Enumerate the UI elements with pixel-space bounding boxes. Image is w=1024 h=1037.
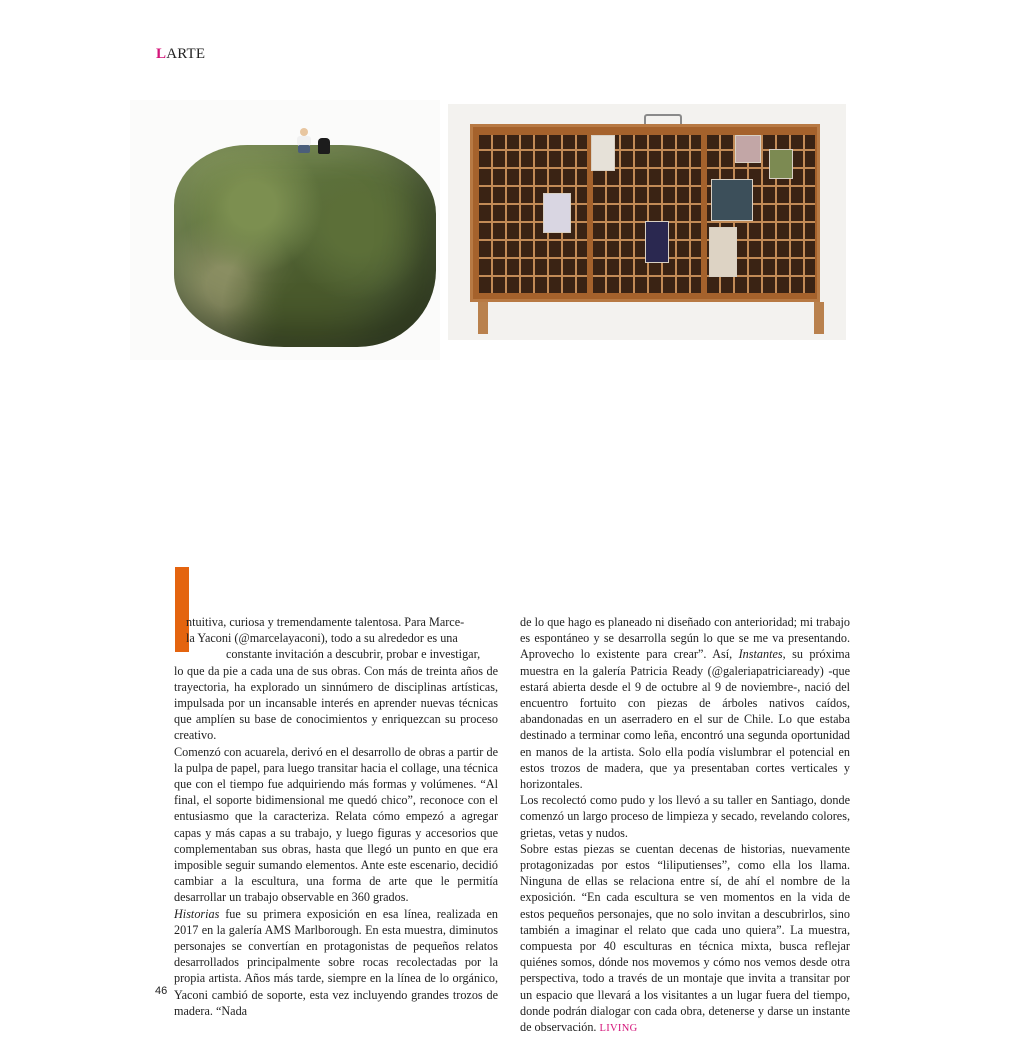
case-frame [470, 124, 820, 302]
article-paragraph-text: de lo que hago es planeado ni diseñado con anterioridad; mi trabajo es espontáneo y se desarrolla según lo que se me va presentando. Aprovecho lo existente para crear”. Así, [520, 615, 850, 662]
article-paragraph-text: Sobre estas piezas se cuentan decenas de historias, nuevamente protagonizadas por estos “liliputienses”, como ella los llama. Ninguna de ellas se relaciona entre sí, de ahí el nombre de la exposición. “En cada escultura se ven momentos en la vida de estos pequeños personajes, que no solo invitan a descubrirlos, sino también a imaginar el relato que cada uno quiera”. La muestra, compuesta por 40 esculturas en técnica mixta, busca reflejar quiénes somos, dónde nos movemos y cómo nos vemos desde otra perspectiva, todo a través de un montaje que invita a transitar por un espacio que llevará a los visitantes a un lugar fuera del tiempo, donde podrán dialogar con cada obra, detenerse y darse un instante de observación. [520, 841, 850, 1035]
article-paragraph: lo que da pie a cada una de sus obras. Con más de treinta años de trayectoria, ha explorado un sinnúmero de disciplinas artísticas, impulsada por un incansable interés en aprender nuevas técnicas que amplíen su base de conocimientos y enriquezcan su proceso creativo. [174, 663, 498, 743]
case-leg-right [814, 302, 824, 334]
rock-shape [174, 145, 436, 347]
exhibition-title-historias: Historias [174, 906, 220, 921]
case-mini-picture [591, 135, 615, 171]
section-initial: L [156, 46, 167, 62]
miniature-dog-figure [318, 138, 330, 154]
article-paragraph [520, 841, 850, 1037]
rock-sculpture-photo [130, 100, 440, 360]
article-paragraph [520, 614, 850, 792]
article-lead-line: constante invitación a descubrir, probar e investigar, [226, 647, 481, 662]
case-mini-picture [645, 221, 669, 263]
case-mini-picture [769, 149, 793, 179]
article-lead-line: la Yaconi (@marcelayaconi), todo a su alrededor es una [186, 631, 458, 646]
miniature-man-figure [295, 128, 313, 154]
case-mini-picture [543, 193, 571, 233]
type-case-sculpture-photo [448, 104, 846, 340]
page-number: 46 [155, 985, 168, 997]
living-signoff: LIVING [599, 1023, 638, 1035]
article-paragraph-text: , su próxima muestra en la galería Patricia Ready (@galeriapatriciaready) -que estará abierta desde el 9 de octubre al 9 de noviembre-, nació del encuentro fortuito con piezas de árboles nativos caídos, abandonadas en un aserradero en el sur de Chile. Lo que estaba destinado a terminar como leña, encontró una segunda oportunidad en manos de la artista. Solo ella podía vislumbrar el potencial en estos trozos de madera, que ya presentaban cortes verticales y horizontales. [520, 647, 851, 792]
case-mini-picture [735, 135, 761, 163]
exhibition-title-instantes: Instantes [738, 647, 783, 662]
section-tag [156, 46, 205, 63]
case-mini-picture [711, 179, 753, 221]
article-paragraph: Comenzó con acuarela, derivó en el desarrollo de obras a partir de la pulpa de papel, para luego transitar hacia el collage, una técnica que con el tiempo fue adquiriendo más formas y volúmenes. “Al final, el soporte bidimensional me quedó chico”, reconoce con el entusiasmo que la caracteriza. Relata cómo empezó a agregar capas y más capas a su trabajo, y luego figuras y accesorios que complementaban sus obras, hasta que llegó un punto en que era imposible seguir sumando elementos. Ante este escenario, decidió cambiar a la escultura, una forma de arte que le permitía desarrollar un trabajo observable en 360 grados. [174, 744, 498, 905]
article-paragraph: Los recolectó como pudo y los llevó a su taller en Santiago, donde comenzó un largo proceso de limpieza y secado, revelando colores, grietas, vetas y nudos. [520, 793, 850, 840]
article-column-right [520, 614, 850, 1037]
article-lead-line: ntuitiva, curiosa y tremendamente talentosa. Para Marce- [186, 615, 465, 629]
case-mini-picture [709, 227, 737, 277]
section-name: ARTE [166, 46, 206, 62]
article-paragraph [174, 906, 498, 1019]
article-column-left [174, 614, 498, 1019]
case-leg-left [478, 302, 488, 334]
article-paragraph-text: fue su primera exposición en esa línea, realizada en 2017 en la galería AMS Marlborough. En esta muestra, diminutos personajes se convertían en protagonistas de pequeños relatos desarrollados principalmente sobre rocas recolectadas por la propia artista. Años más tarde, siempre en la línea de lo orgánico, Yaconi cambió de soporte, esta vez incluyendo grandes trozos de madera. “Nada [174, 906, 499, 1018]
